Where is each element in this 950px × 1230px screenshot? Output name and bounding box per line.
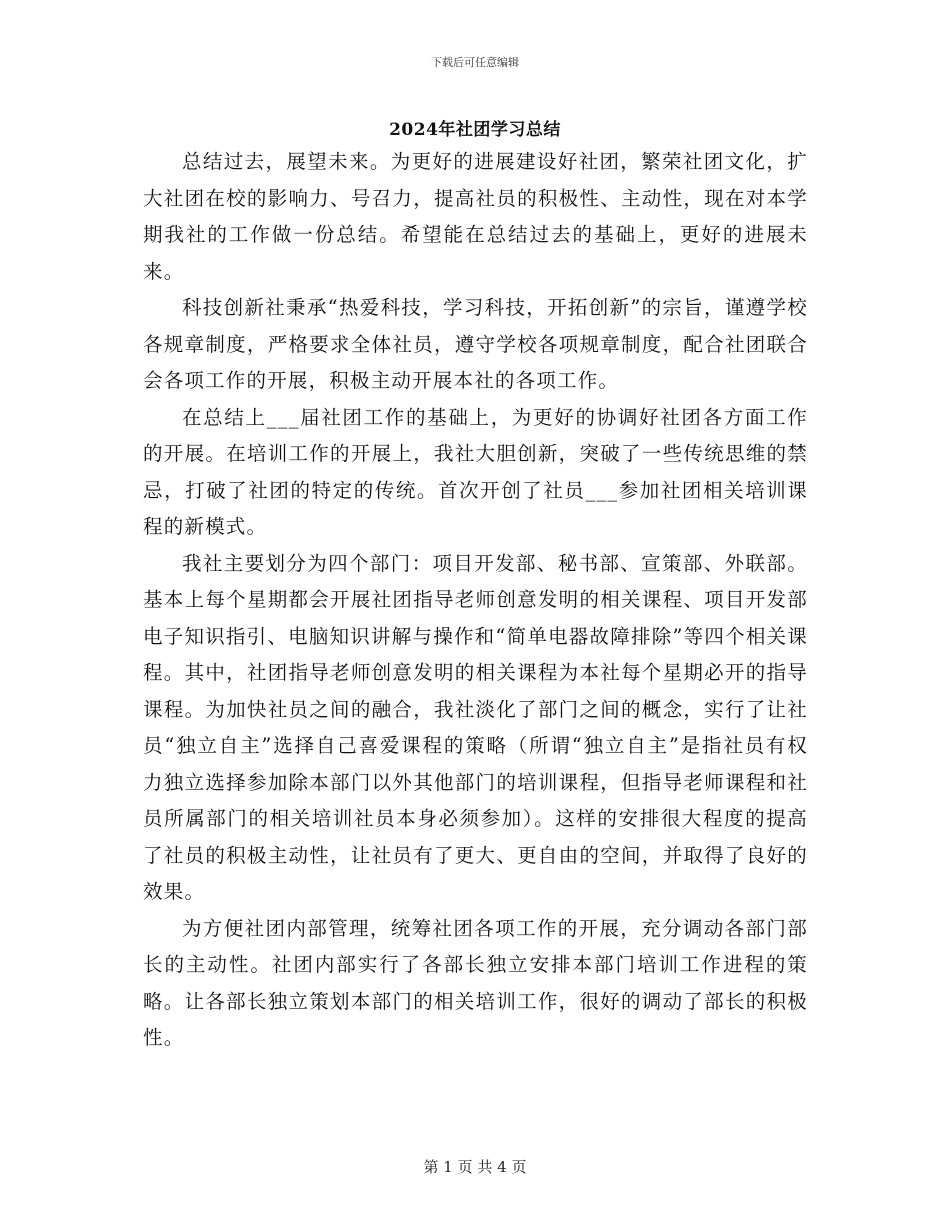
document-title: 2024年社团学习总结 [389,120,561,140]
paragraph: 在总结上___届社团工作的基础上，为更好的协调好社团各方面工作的开展。在培训工作的开展上，我社大胆创新，突破了一些传统思维的禁忌，打破了社团的特定的传统。首次开创了社员___参加社团相关培训课程的新模式。 [143,405,808,538]
header-note: 下载后可任意编辑 [431,56,519,69]
paragraph: 为方便社团内部管理，统筹社团各项工作的开展，充分调动各部门部长的主动性。社团内部实行了各部长独立安排本部门培训工作进程的策略。让各部长独立策划本部门的相关培训工作，很好的调动了部长的积极性。 [143,916,808,1049]
paragraph: 我社主要划分为四个部门：项目开发部、秘书部、宣策部、外联部。基本上每个星期都会开展社团指导老师创意发明的相关课程、项目开发部电子知识指引、电脑知识讲解与操作和“简单电器故障排除”等四个相关课程。其中，社团指导老师创意发明的相关课程为本社每个星期必开的指导课程。为加快社员之间的融合，我社淡化了部门之间的概念，实行了让社员“独立自主”选择自己喜爱课程的策略（所谓“独立自主”是指社员有权力独立选择参加除本部门以外其他部门的培训课程，但指导老师课程和社员所属部门的相关培训社员本身必须参加）。这样的安排很大程度的提高了社员的积极主动性，让社员有了更大、更自由的空间，并取得了良好的效果。 [143,551,808,903]
paragraph: 科技创新社秉承“热爱科技，学习科技，开拓创新”的宗旨，谨遵学校各规章制度，严格要求全体社员，遵守学校各项规章制度，配合社团联合会各项工作的开展，积极主动开展本社的各项工作。 [143,296,808,392]
paragraph: 总结过去，展望未来。为更好的进展建设好社团，繁荣社团文化，扩大社团在校的影响力、号召力，提高社员的积极性、主动性，现在对本学期我社的工作做一份总结。希望能在总结过去的基础上，更好的进展未来。 [143,150,808,283]
page-number: 第 1 页 共 4 页 [423,1158,527,1176]
document-body [143,144,808,1057]
